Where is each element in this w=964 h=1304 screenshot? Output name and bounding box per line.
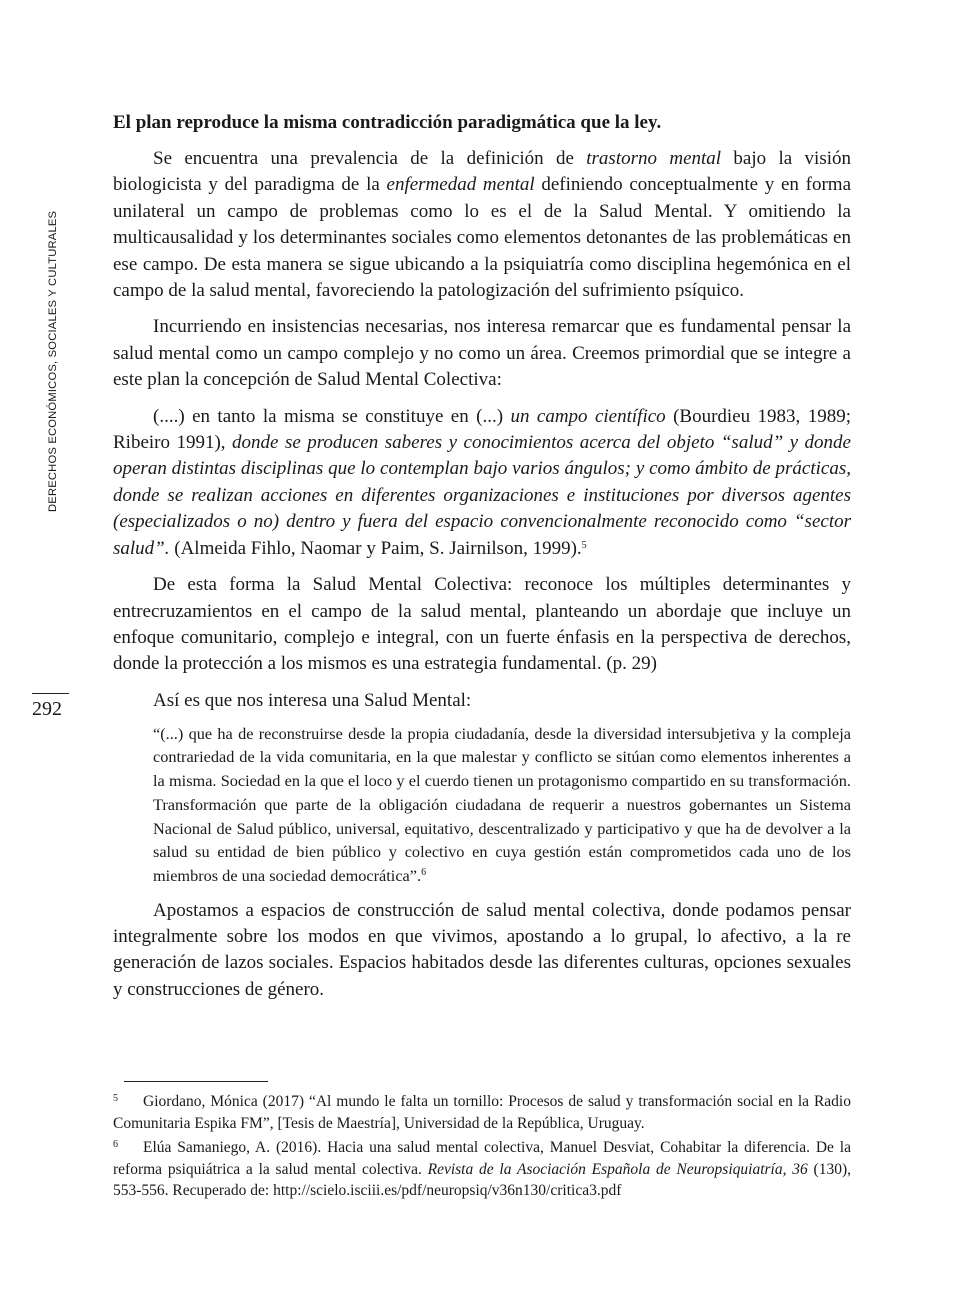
paragraph-1 — [113, 146, 851, 304]
paragraph-3: De esta forma la Salud Mental Colectiva: reconoce los múltiples determinantes y entrecruzamientos en el campo de la salud mental, planteando un abordaje que incluye un enfoque comunitario, complejo e integral, con un fuerte énfasis en la perspectiva de derechos, donde la protección a los mismos es una estrategia fundamental. (p. 29) — [113, 574, 851, 675]
paragraph-4: Así es que nos interesa una Salud Mental: — [153, 689, 472, 711]
footnote-text: (130), 553-556. Recuperado de: http://scielo.isciii.es/pdf/neuropsiq/v36n130/critica3.pdf — [113, 1160, 851, 1199]
footnote-5 — [113, 1088, 851, 1134]
journal-title: Revista de la Asociación Española de Neuropsiquiatría, 36 — [427, 1160, 808, 1178]
block-quote-2 — [153, 722, 851, 888]
footnote-text: Giordano, Mónica (2017) “Al mundo le falta un tornillo: Procesos de salud y transformación social en la Radio Comunitaria Espika FM”, [Tesis de Maestría], Universidad de la República, Uruguay. — [113, 1093, 851, 1132]
running-header: DERECHOS ECONÓMICOS, SOCIALES Y CULTURALES — [47, 210, 59, 512]
footnote-ref-6[interactable]: 6 — [421, 866, 427, 878]
footnote-divider — [124, 1081, 268, 1082]
section-heading: El plan reproduce la misma contradicción paradigmática que la ley. — [113, 112, 662, 133]
page-number: 292 — [32, 698, 62, 720]
italic-passage: donde se producen saberes y conocimientos acerca del objeto “salud” y donde operan distintas disciplinas que lo contemplan bajo varios ángulos; y como ámbito de prácticas, donde se realizan acciones en diferentes organizaciones e instituciones por diversos agentes (especializados o no) dentro y fuera del espacio convencionalmente reconocido como “sector salud”. — [113, 432, 851, 559]
footnote-ref-5[interactable]: 5 — [581, 539, 587, 551]
page-number-rule — [32, 693, 69, 694]
footnote-mark: 6 — [113, 1139, 118, 1150]
text-span: “(...) que ha de reconstruirse desde la propia ciudadanía, desde la diversidad intersubjetiva y la compleja contrariedad de la vida comunitaria, en la que malestar y conflicto se sitúan como elementos inherentes a la misma. Sociedad en la que el loco y el cuerdo tienen un protagonismo compartido en su transformación. Transformación que parte de la obligación ciudadana de requerir a nuestros gobernantes un Sistema Nacional de Salud público, universal, equitativo, descentralizado y participativo y que ha de devolver a la salud su entidad de bien público y colectivo en cuya gestión están comprometidos cada uno de los miembros de una sociedad democrática”. — [153, 723, 851, 885]
paragraph-5: Apostamos a espacios de construcción de salud mental colectiva, donde podamos pensar integralmente sobre los modos en que vivimos, apostando a lo grupal, lo afectivo, a la re generación de lazos sociales. Espacios habitados desde las diferentes culturas, opciones sexuales y construcciones de género. — [113, 899, 851, 1000]
italic-term: enfermedad mental — [386, 174, 535, 196]
citation: (Almeida Fihlo, Naomar y Paim, S. Jairnilson, 1999). — [169, 537, 582, 559]
text-span: Se encuentra una prevalencia de la definición de — [153, 148, 587, 169]
italic-term: trastorno mental — [586, 148, 722, 169]
page-body — [113, 110, 851, 1013]
text-span: bajo la visión biologicista y del paradigma de la — [113, 148, 851, 196]
footnote-6 — [113, 1134, 851, 1202]
footnote-text: Elúa Samaniego, A. (2016). Hacia una salud mental colectiva, Manuel Desviat, Cohabitar la diferencia. De la reforma psiquiátrica a la salud mental colectiva. — [113, 1139, 851, 1178]
text-span: definiendo conceptualmente y en forma unilateral un campo de problemas como lo es el de la Salud Mental. Y omitiendo la multicausalidad y los determinantes sociales como elementos detonantes de las problemáticas en ese campo. De esta manera se sigue ubicando a la psiquiatría como disciplina hegemónica en el campo de la salud mental, favoreciendo la patologización del sufrimiento psíquico. — [113, 174, 851, 302]
text-span: (Bourdieu 1983, 1989; Ribeiro 1991), — [113, 405, 851, 454]
footnotes — [113, 1088, 851, 1202]
text-span: (....) en tanto la misma se constituye en (...) — [153, 405, 511, 427]
block-quote-1 — [113, 404, 851, 562]
footnote-mark: 5 — [113, 1093, 118, 1104]
italic-term: un campo científico — [510, 405, 666, 427]
paragraph-2: Incurriendo en insistencias necesarias, nos interesa remarcar que es fundamental pensar la salud mental como un campo complejo y no como un área. Creemos primordial que se integre a este plan la concepción de Salud Mental Colectiva: — [113, 316, 851, 391]
